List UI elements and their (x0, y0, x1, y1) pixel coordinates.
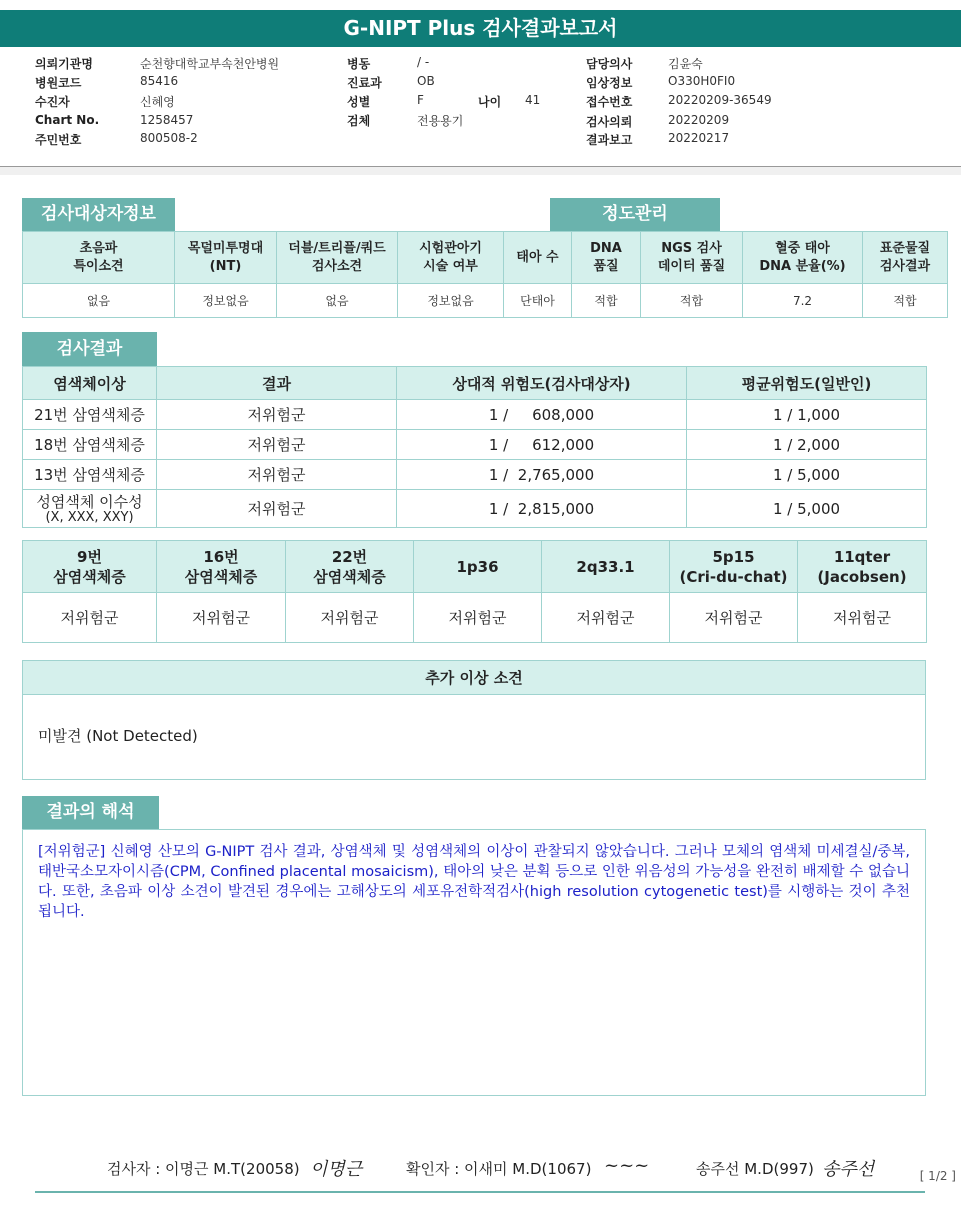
md-value-6: 저위험군 (798, 593, 927, 643)
md-value-3: 저위험군 (414, 593, 542, 643)
chromosome-name (23, 460, 157, 490)
result-header-0: 염색체이상 (23, 367, 157, 400)
md-header-line: 5p15 (712, 547, 755, 566)
microdeletion-table (22, 540, 927, 643)
qc-header-1 (175, 232, 277, 284)
confirmer-signature: ~~~ (604, 1155, 650, 1176)
qc-value-7: 7.2 (743, 284, 863, 318)
average-risk: 1 / 5,000 (687, 490, 927, 528)
signature-footer (0, 1155, 961, 1185)
qc-value-8: 적합 (863, 284, 948, 318)
qc-header-line: 검사소견 (311, 258, 363, 274)
result-value: 저위험군 (157, 490, 397, 528)
result-value: 저위험군 (157, 460, 397, 490)
md-header-line: 삼염색체증 (313, 567, 386, 586)
qc-header-line: DNA 분율(%) (759, 258, 846, 274)
result-header-2: 상대적 위험도(검사대상자) (397, 367, 687, 400)
md-header-4 (542, 541, 670, 593)
qc-header-line: 특이소견 (73, 258, 124, 274)
md-header-2 (286, 541, 414, 593)
qc-header-4 (504, 232, 572, 284)
qc-header-line: 초음파 (79, 240, 118, 256)
qc-header-line: 더블/트리플/쿼드 (288, 240, 386, 256)
md-header-line: (Jacobsen) (817, 567, 907, 586)
tester-label: 검사자 : 이명근 M.T(20058) (107, 1160, 300, 1178)
info-label: 결과보고 (586, 133, 633, 147)
info-label: 주민번호 (35, 133, 82, 147)
info-label: Chart No. (35, 113, 100, 127)
section-interpretation: 결과의 해석 (22, 796, 159, 829)
confirmer-label: 확인자 : 이새미 M.D(1067) (406, 1160, 592, 1178)
info-value: 김윤숙 (668, 57, 703, 71)
result-value: 저위험군 (157, 400, 397, 430)
md-header-line: 2q33.1 (576, 557, 635, 576)
md-value-1: 저위험군 (157, 593, 286, 643)
info-label: 임상정보 (586, 76, 633, 90)
table-row (23, 400, 927, 430)
info-value: 전용용기 (417, 114, 464, 128)
third-signature: 송주선 (822, 1159, 875, 1180)
qc-value-3: 정보없음 (398, 284, 504, 318)
md-header-6 (798, 541, 927, 593)
extra-findings-box (22, 660, 926, 780)
interpretation-text: [저위험군] 신혜영 산모의 G-NIPT 검사 결과, 상염색체 및 성염색체의 이상이 관찰되지 않았습니다. 그러나 모체의 염색체 미세결실/중복, 태반국소모자이시즘(CPM, Confined placental mosaicism), 태아의 낮은 분획 등으로 인한 위음성의 가능성을 완전히 배제할 수 없습니다. 또한, 초음파 이상 소견이 발견된 경우에는 고해상도의 세포유전학적검사(high resolution cytogenetic test)를 시행하는 것이 추천됩니다. (22, 829, 926, 1096)
info-label: 병원코드 (35, 76, 82, 90)
chromosome-label: 성염색체 이수성 (36, 492, 143, 511)
qc-header-line: 목덜미투명대 (187, 240, 264, 256)
md-header-5 (670, 541, 798, 593)
info-value: 1258457 (140, 113, 194, 127)
qc-value-5: 적합 (572, 284, 641, 318)
md-value-5: 저위험군 (670, 593, 798, 643)
age-value: 41 (525, 93, 541, 107)
section-subject-info: 검사대상자정보 (22, 198, 175, 231)
md-header-line: 1p36 (456, 557, 499, 576)
qc-header-7 (743, 232, 863, 284)
age-label: 나이 (478, 95, 502, 109)
qc-header-5 (572, 232, 641, 284)
md-header-1 (157, 541, 286, 593)
footer-line (35, 1191, 925, 1193)
info-value: 20220209 (668, 113, 730, 127)
chromosome-sublabel: (X, XXX, XXY) (45, 509, 134, 525)
info-label: 검체 (347, 114, 371, 128)
section-qc: 정도관리 (550, 198, 720, 231)
info-label: 의뢰기관명 (35, 57, 93, 71)
info-value: F (417, 93, 424, 107)
relative-risk: 1 / 2,765,000 (397, 460, 687, 490)
relative-risk: 1 / 612,000 (397, 430, 687, 460)
qc-header-line: 혈중 태아 (775, 240, 830, 256)
result-table (22, 366, 927, 528)
qc-header-3 (398, 232, 504, 284)
md-header-line: 11qter (833, 547, 891, 566)
info-value: 순천향대학교부속천안병원 (140, 57, 280, 71)
result-header-3: 평균위험도(일반인) (687, 367, 927, 400)
md-header-line: 9번 (77, 547, 102, 566)
qc-header-line: 태아 수 (516, 249, 559, 265)
report-title: G-NIPT Plus 검사결과보고서 (0, 10, 961, 47)
qc-header-line: 검사결과 (879, 258, 931, 274)
info-value: 20220209-36549 (668, 93, 772, 107)
qc-value-6: 적합 (641, 284, 743, 318)
average-risk: 1 / 2,000 (687, 430, 927, 460)
qc-value-0: 없음 (23, 284, 175, 318)
info-label: 검사의뢰 (586, 115, 633, 129)
average-risk: 1 / 5,000 (687, 460, 927, 490)
md-header-3 (414, 541, 542, 593)
qc-header-line: NGS 검사 (661, 240, 722, 256)
qc-header-line: DNA (590, 240, 622, 256)
result-header-1: 결과 (157, 367, 397, 400)
table-row (23, 460, 927, 490)
qc-header-line: 품질 (593, 258, 619, 274)
md-value-4: 저위험군 (542, 593, 670, 643)
info-value: O330H0FI0 (668, 74, 736, 88)
info-label: 병동 (347, 57, 371, 71)
md-header-line: 삼염색체증 (184, 567, 258, 586)
info-label: 성별 (347, 95, 371, 109)
divider (0, 167, 961, 175)
qc-header-0 (23, 232, 175, 284)
third-signer-label: 송주선 M.D(997) (696, 1160, 814, 1178)
qc-header-line: 표준물질 (879, 240, 931, 256)
qc-header-line: 시험관아기 (419, 240, 482, 256)
md-value-2: 저위험군 (286, 593, 414, 643)
section-result: 검사결과 (22, 332, 157, 366)
qc-table (22, 231, 948, 318)
chromosome-label: 21번 삼염색체증 (34, 406, 145, 424)
info-value: 20220217 (668, 131, 730, 145)
relative-risk: 1 / 608,000 (397, 400, 687, 430)
qc-header-line: 시술 여부 (423, 258, 478, 274)
info-value: / - (417, 55, 430, 69)
average-risk: 1 / 1,000 (687, 400, 927, 430)
md-header-line: 22번 (331, 547, 368, 566)
chromosome-label: 13번 삼염색체증 (34, 466, 145, 484)
chromosome-name (23, 490, 157, 528)
info-value: OB (417, 74, 435, 88)
qc-value-1: 정보없음 (175, 284, 277, 318)
info-value: 85416 (140, 74, 179, 88)
md-header-line: 16번 (203, 547, 239, 566)
tester-signature: 이명근 (310, 1159, 363, 1180)
chromosome-label: 18번 삼염색체증 (34, 436, 145, 454)
chromosome-name (23, 430, 157, 460)
patient-info-block (0, 55, 961, 167)
md-header-0 (23, 541, 157, 593)
qc-header-2 (277, 232, 398, 284)
qc-header-line: 데이터 품질 (657, 258, 726, 274)
qc-value-4: 단태아 (504, 284, 572, 318)
extra-findings-text: 미발견 (Not Detected) (38, 727, 198, 745)
table-row (23, 490, 927, 528)
info-value: 800508-2 (140, 131, 198, 145)
md-value-0: 저위험군 (23, 593, 157, 643)
info-label: 접수번호 (586, 95, 633, 109)
relative-risk: 1 / 2,815,000 (397, 490, 687, 528)
chromosome-name (23, 400, 157, 430)
info-label: 담당의사 (586, 57, 633, 71)
info-label: 수진자 (35, 95, 70, 109)
qc-header-6 (641, 232, 743, 284)
info-value: 신혜영 (140, 95, 175, 109)
md-header-line: 삼염색체증 (53, 567, 126, 586)
info-label: 진료과 (347, 76, 382, 90)
extra-findings-title: 추가 이상 소견 (23, 661, 925, 695)
qc-header-8 (863, 232, 948, 284)
table-row (23, 430, 927, 460)
md-header-line: (Cri-du-chat) (679, 567, 788, 586)
page-number: [ 1/2 ] (919, 1169, 956, 1183)
qc-value-2: 없음 (277, 284, 398, 318)
result-value: 저위험군 (157, 430, 397, 460)
qc-header-line: (NT) (209, 258, 242, 274)
